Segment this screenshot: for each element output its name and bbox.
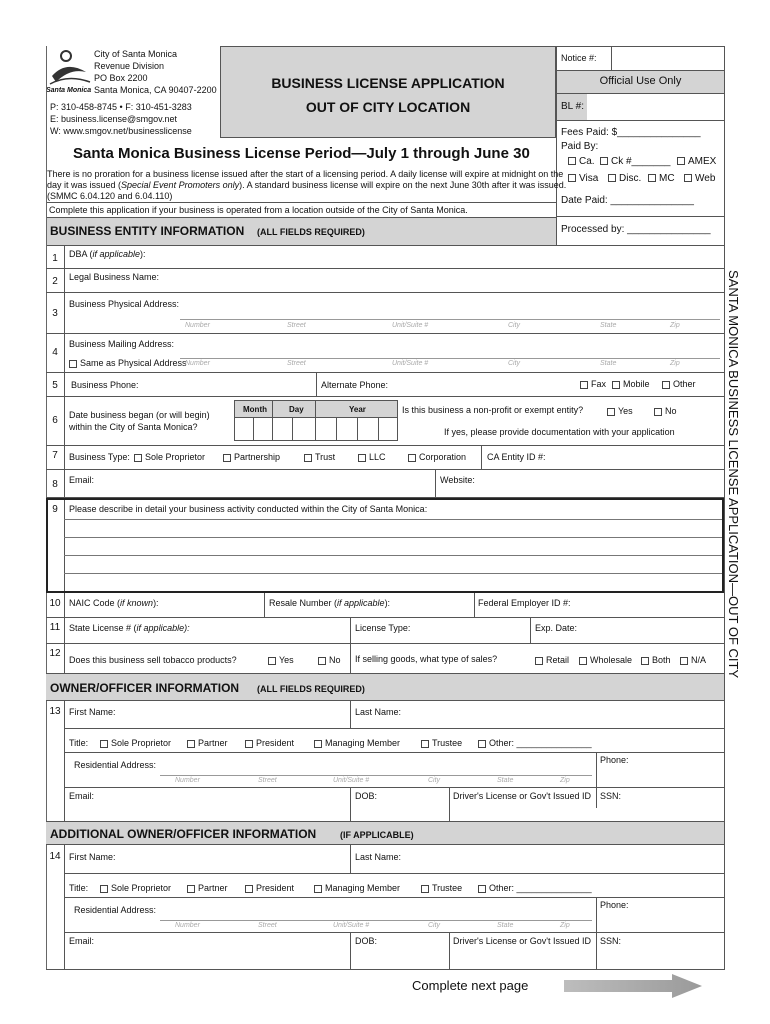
owner-email-label: Email: (69, 791, 95, 801)
business-activity-label: Please describe in detail your business activity conducted within the City of Santa Monica: (69, 504, 428, 514)
checkbox-icon (677, 157, 685, 165)
phone-label: Phone: (600, 755, 629, 765)
checkbox-icon (187, 885, 195, 893)
physical-address-input[interactable] (180, 296, 720, 318)
year-header: Year (349, 405, 366, 414)
paid-by-mc[interactable]: MC (648, 173, 675, 184)
naic-label: NAIC Code (if known): (69, 598, 159, 608)
title-trustee-checkbox[interactable]: Trustee (421, 883, 462, 893)
row-number: 12 (49, 648, 61, 659)
type-llc-checkbox[interactable]: LLC (358, 452, 386, 462)
side-title: SANTA MONICA BUSINESS LICENSE APPLICATION—OUT OF CITY (726, 270, 741, 679)
website-input[interactable] (480, 471, 720, 495)
section-business-entity-header (46, 218, 556, 245)
checkbox-icon (608, 174, 616, 182)
checkbox-icon (304, 454, 312, 462)
exp-date-label: Exp. Date: (535, 623, 578, 633)
title-label: Title: (69, 883, 89, 893)
processed-by: Processed by: _______________ (561, 224, 711, 235)
business-type-label: Business Type: (69, 452, 130, 462)
checkbox-icon (314, 885, 322, 893)
last-name-input[interactable] (410, 703, 720, 725)
naic-input[interactable] (160, 595, 260, 615)
first-name-input[interactable] (125, 703, 345, 725)
ssn-label: SSN: (600, 791, 622, 801)
official-use-band (557, 70, 724, 94)
checkbox-icon (579, 657, 587, 665)
section-business-entity-note: (ALL FIELDS REQUIRED) (257, 227, 365, 237)
alt-phone-fax-checkbox[interactable]: Fax (580, 379, 606, 389)
checkbox-icon (245, 885, 253, 893)
checkbox-icon (314, 740, 322, 748)
bl-input[interactable] (590, 95, 722, 119)
row-number: 8 (52, 479, 58, 490)
sales-type-question: If selling goods, what type of sales? (355, 654, 498, 664)
row-number: 4 (52, 347, 58, 358)
type-sole-proprietor-checkbox[interactable]: Sole Proprietor (134, 452, 205, 462)
checkbox-icon (187, 740, 195, 748)
title-partner-checkbox[interactable]: Partner (187, 883, 228, 893)
email-label: Email: (69, 475, 95, 485)
title-trustee-checkbox[interactable]: Trustee (421, 738, 462, 748)
type-corporation-checkbox[interactable]: Corporation (408, 452, 466, 462)
row-number: 7 (52, 450, 58, 461)
row-number: 9 (52, 504, 58, 515)
checkbox-icon (607, 408, 615, 416)
resale-label: Resale Number (if applicable): (269, 598, 391, 608)
checkbox-icon (69, 360, 77, 368)
proration-note-line1: There is no proration for a business license issued after the start of a licensing period. A daily license will expire at midnight on the (47, 169, 564, 179)
sales-retail-checkbox[interactable]: Retail (535, 655, 569, 665)
checkbox-icon (408, 454, 416, 462)
resale-input[interactable] (395, 595, 470, 615)
title-managing-checkbox[interactable]: Managing Member (314, 738, 400, 748)
agency-division: Revenue Division (94, 61, 165, 71)
section-owner-note: (ALL FIELDS REQUIRED) (257, 684, 365, 694)
section-additional-owner-note: (IF APPLICABLE) (340, 830, 414, 840)
proration-note-line3: (SMMC 6.04.120 and 6.04.110) (47, 191, 173, 201)
legal-name-label: Legal Business Name: (69, 272, 160, 282)
checkbox-icon (478, 740, 486, 748)
title-president-checkbox[interactable]: President (245, 883, 294, 893)
row-number: 2 (52, 276, 58, 287)
paid-by-visa[interactable]: Visa (568, 173, 598, 184)
checkbox-icon (600, 157, 608, 165)
agency-name: City of Santa Monica (94, 49, 178, 59)
day-header: Day (289, 405, 304, 414)
alternate-phone-label: Alternate Phone: (321, 380, 389, 390)
section-owner-title: OWNER/OFFICER INFORMATION (50, 681, 240, 695)
paid-by-web[interactable]: Web (684, 173, 715, 184)
checkbox-icon (684, 174, 692, 182)
license-type-label: License Type: (355, 623, 411, 633)
drivers-license-label: Driver's License or Gov't Issued ID (453, 791, 591, 801)
month-header: Month (243, 405, 267, 414)
checkbox-icon (100, 740, 108, 748)
last-name-label: Last Name: (355, 852, 402, 862)
paid-by-amex[interactable]: AMEX (677, 156, 716, 167)
checkbox-icon (568, 174, 576, 182)
checkbox-icon (421, 740, 429, 748)
title-partner-checkbox[interactable]: Partner (187, 738, 228, 748)
business-phone-input[interactable] (140, 374, 310, 394)
date-paid: Date Paid: _______________ (561, 195, 694, 206)
phone-input[interactable] (600, 913, 720, 931)
alt-phone-other-checkbox[interactable]: Other (662, 379, 696, 389)
first-name-input[interactable] (125, 848, 345, 870)
federal-id-label: Federal Employer ID #: (478, 598, 571, 608)
email-input[interactable] (100, 471, 430, 495)
dob-input[interactable] (380, 934, 445, 953)
agency-email: E: business.license@smgov.net (50, 114, 178, 124)
sales-both-checkbox[interactable]: Both (641, 655, 671, 665)
notice-label: Notice #: (561, 53, 597, 63)
mailing-address-input[interactable] (180, 336, 720, 357)
checkbox-icon (358, 454, 366, 462)
paid-by-ck[interactable]: Ck #_______ (600, 156, 671, 167)
fees-paid: Fees Paid: $_______________ (561, 127, 701, 138)
title-line1: BUSINESS LICENSE APPLICATION (271, 75, 505, 91)
complete-note: Complete this application if your business is operated from a location outside of the City of Santa Monica. (49, 205, 468, 215)
title-box (220, 46, 556, 138)
checkbox-icon (568, 157, 576, 165)
license-period-heading: Santa Monica Business License Period—July 1 through June 30 (73, 145, 530, 162)
first-name-label: First Name: (69, 852, 116, 862)
checkbox-icon (245, 740, 253, 748)
same-as-physical-checkbox[interactable]: Same as Physical Address (69, 358, 187, 368)
section-owner-header (46, 673, 724, 701)
nonprofit-yes-checkbox[interactable]: Yes (607, 406, 633, 416)
agency-web: W: www.smgov.net/businesslicense (50, 126, 192, 136)
tobacco-yes-checkbox[interactable]: Yes (268, 655, 294, 665)
row-number: 1 (52, 253, 58, 264)
proration-note-line2: day it was issued (Special Event Promoters only). A standard business license will expire on the next June 30th after it was issued. (47, 180, 567, 190)
state-license-input[interactable] (195, 619, 345, 641)
phone-input[interactable] (600, 768, 720, 786)
row-number: 5 (52, 380, 58, 391)
official-use-label: Official Use Only (599, 75, 682, 87)
state-license-label: State License # (if applicable): (69, 623, 190, 633)
section-additional-owner-header (46, 821, 724, 845)
dba-label: DBA (if applicable): (69, 249, 146, 259)
sales-wholesale-checkbox[interactable]: Wholesale (579, 655, 632, 665)
last-name-input[interactable] (410, 848, 720, 870)
ca-entity-input[interactable] (550, 447, 720, 467)
ssn-input[interactable] (625, 934, 720, 953)
checkbox-icon (641, 657, 649, 665)
ca-entity-label: CA Entity ID #: (487, 452, 546, 462)
title-line2: OUT OF CITY LOCATION (305, 99, 471, 115)
checkbox-icon (478, 885, 486, 893)
agency-city-line: Santa Monica, CA 90407-2200 (94, 85, 217, 95)
business-activity-input[interactable] (66, 520, 720, 590)
type-partnership-checkbox[interactable]: Partnership (223, 452, 280, 462)
drivers-license-input[interactable] (453, 803, 593, 819)
title-other-checkbox[interactable]: Other: _______________ (478, 738, 592, 748)
checkbox-icon (223, 454, 231, 462)
title-president-checkbox[interactable]: President (245, 738, 294, 748)
next-page-arrow-icon (564, 974, 704, 998)
residential-address-label: Residential Address: (74, 905, 157, 915)
date-began-label-2: within the City of Santa Monica? (69, 422, 198, 432)
row-number: 13 (49, 706, 61, 717)
row-number: 14 (49, 851, 61, 862)
residential-address-label: Residential Address: (74, 760, 157, 770)
checkbox-icon (318, 657, 326, 665)
phone-label: Phone: (600, 900, 629, 910)
side-title-wrapper (727, 270, 747, 750)
physical-address-label: Business Physical Address: (69, 299, 180, 309)
checkbox-icon (268, 657, 276, 665)
owner-email-label: Email: (69, 936, 95, 946)
agency-po-box: PO Box 2200 (94, 73, 148, 83)
first-name-label: First Name: (69, 707, 116, 717)
residential-address-input[interactable] (162, 755, 592, 774)
complete-next-page: Complete next page (412, 978, 529, 993)
last-name-label: Last Name: (355, 707, 402, 717)
checkbox-icon (100, 885, 108, 893)
checkbox-icon (648, 174, 656, 182)
notice-input[interactable] (612, 47, 722, 69)
checkbox-icon (535, 657, 543, 665)
agency-phone-fax: P: 310-458-8745 • F: 310-451-3283 (50, 102, 192, 112)
website-label: Website: (440, 475, 475, 485)
drivers-license-input[interactable] (453, 948, 593, 966)
row-number: 10 (49, 598, 61, 609)
paid-by-disc[interactable]: Disc. (608, 173, 641, 184)
checkbox-icon (134, 454, 142, 462)
checkbox-icon (612, 381, 620, 389)
dob-label: DOB: (355, 791, 378, 801)
mailing-address-label: Business Mailing Address: (69, 339, 175, 349)
dob-input[interactable] (380, 789, 445, 808)
date-began-input[interactable] (234, 418, 398, 441)
checkbox-icon (580, 381, 588, 389)
checkbox-icon (421, 885, 429, 893)
bl-label: BL #: (561, 101, 584, 112)
row-number: 11 (49, 622, 61, 633)
row-number: 3 (52, 308, 58, 319)
date-began-label-1: Date business began (or will begin) (69, 410, 210, 420)
checkbox-icon (680, 657, 688, 665)
type-trust-checkbox[interactable]: Trust (304, 452, 335, 462)
row-number: 6 (52, 415, 58, 426)
dob-label: DOB: (355, 936, 378, 946)
ssn-input[interactable] (625, 789, 720, 808)
residential-address-input[interactable] (162, 900, 592, 919)
paid-by: Paid By: (561, 141, 599, 152)
title-sole-checkbox[interactable]: Sole Proprietor (100, 738, 171, 748)
owner-email-input[interactable] (100, 934, 345, 953)
logo-text: Santa Monica (46, 87, 92, 94)
tobacco-question: Does this business sell tobacco products? (69, 655, 237, 665)
license-type-input[interactable] (415, 619, 525, 641)
title-sole-checkbox[interactable]: Sole Proprietor (100, 883, 171, 893)
business-phone-label: Business Phone: (71, 380, 139, 390)
section-additional-owner-title: ADDITIONAL OWNER/OFFICER INFORMATION (50, 827, 317, 841)
sales-na-checkbox[interactable]: N/A (680, 655, 706, 665)
checkbox-icon (662, 381, 670, 389)
tobacco-no-checkbox[interactable]: No (318, 655, 341, 665)
exp-date-input[interactable] (580, 619, 720, 641)
legal-name-input[interactable] (180, 270, 720, 290)
nonprofit-doc-note: If yes, please provide documentation with your application (444, 427, 675, 437)
checkbox-icon (654, 408, 662, 416)
section-business-entity-title: BUSINESS ENTITY INFORMATION (50, 224, 245, 238)
drivers-license-label: Driver's License or Gov't Issued ID (453, 936, 591, 946)
nonprofit-no-checkbox[interactable]: No (654, 406, 677, 416)
date-header (234, 400, 398, 418)
title-label: Title: (69, 738, 89, 748)
alt-phone-mobile-checkbox[interactable]: Mobile (612, 379, 650, 389)
ssn-label: SSN: (600, 936, 622, 946)
alternate-phone-input[interactable] (395, 374, 570, 394)
title-managing-checkbox[interactable]: Managing Member (314, 883, 400, 893)
nonprofit-question: Is this business a non-profit or exempt entity? (402, 405, 584, 415)
paid-by-ca[interactable]: Ca. (568, 156, 595, 167)
federal-id-input[interactable] (575, 595, 720, 615)
dba-input[interactable] (180, 247, 720, 267)
title-other-checkbox[interactable]: Other: _______________ (478, 883, 592, 893)
owner-email-input[interactable] (100, 789, 345, 808)
